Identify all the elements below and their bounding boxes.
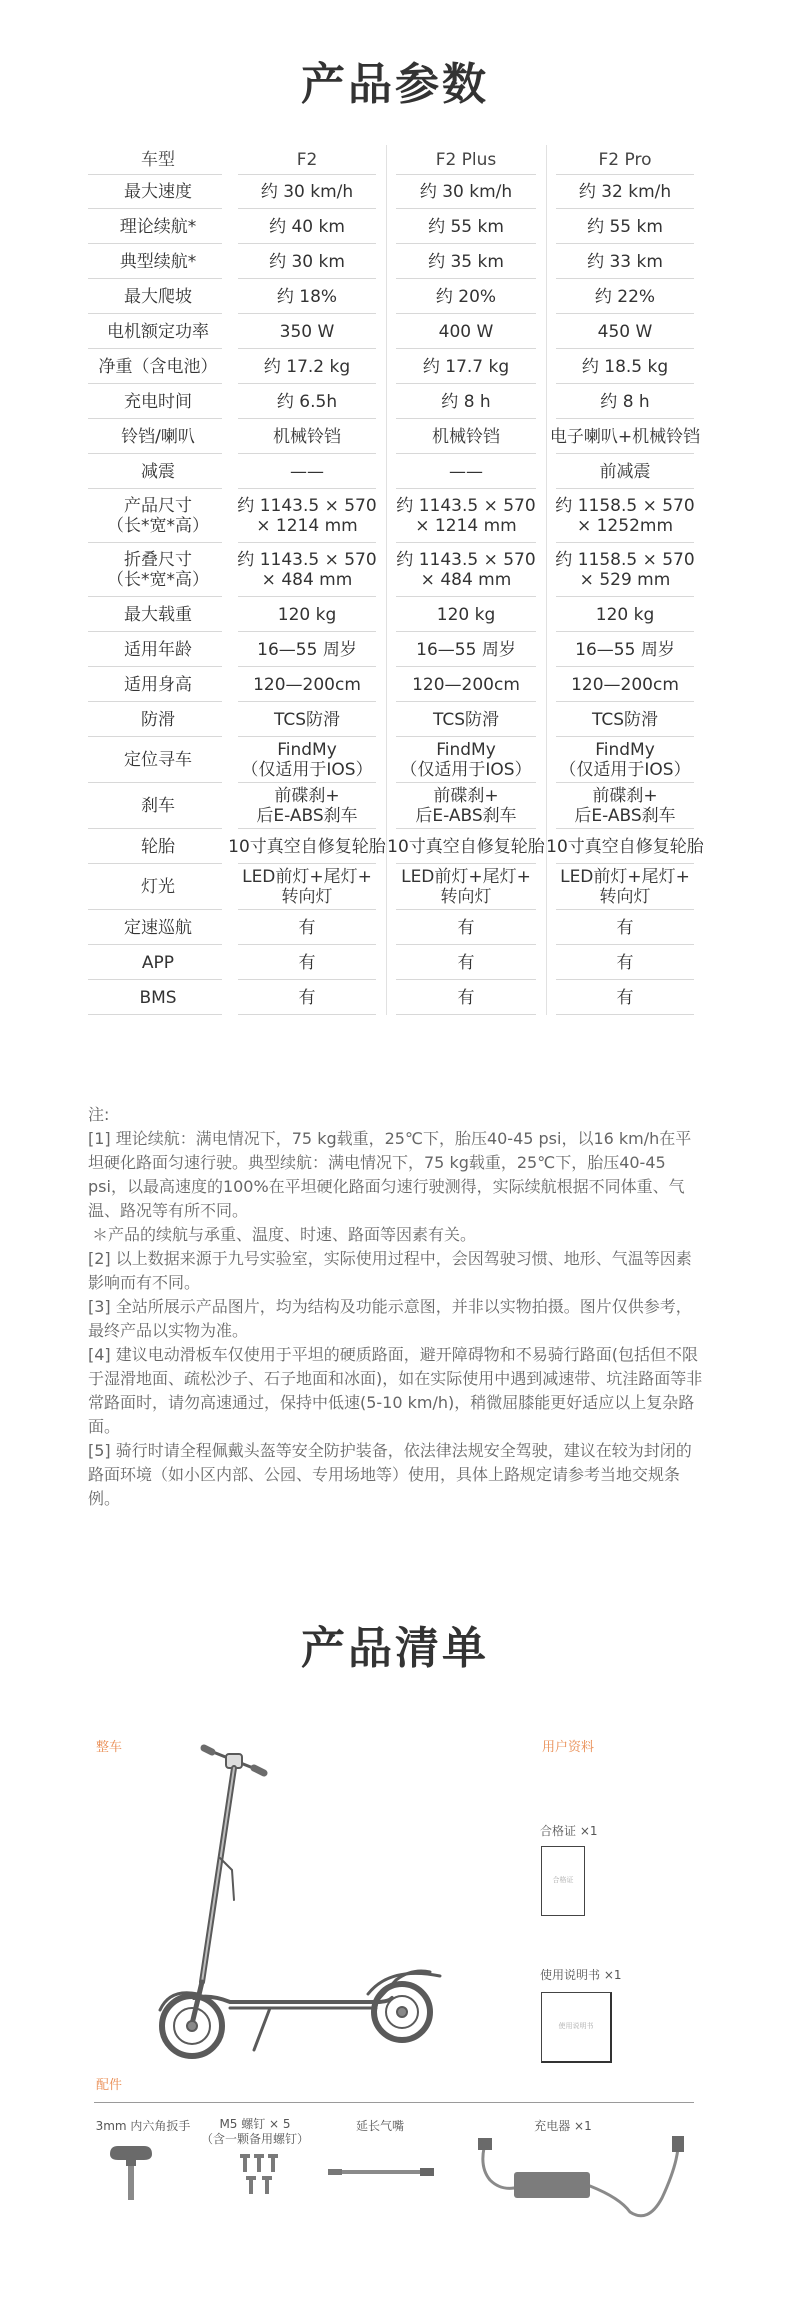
accessories-label: 配件: [96, 2078, 123, 2093]
spec-row-value: 约 18%: [228, 279, 386, 314]
note-heading: 注:: [88, 1105, 110, 1124]
spec-row: [88, 349, 704, 384]
spec-row-value: 有: [228, 980, 386, 1015]
spec-row-value: 约 30 km: [228, 244, 386, 279]
docs-label: 用户资料: [542, 1740, 595, 1755]
spec-row-value: 有: [228, 945, 386, 980]
spec-row-value: 有: [546, 910, 704, 945]
spec-row-label: 铃铛/喇叭: [88, 419, 228, 454]
spec-row-value: 120 kg: [228, 597, 386, 632]
spec-row-value: 约 55 km: [546, 209, 704, 244]
spec-row-value: 约 1143.5 × 570 × 484 mm: [386, 543, 546, 597]
spec-row-value: 前减震: [546, 454, 704, 489]
spec-row-label: 最大爬坡: [88, 279, 228, 314]
header-f2-plus: F2 Plus: [386, 145, 546, 175]
inventory-title: 产品清单: [301, 1623, 489, 1674]
wrench-label: 3mm 内六角扳手: [95, 2119, 191, 2133]
spec-row-value: 16—55 周岁: [546, 632, 704, 667]
spec-row-value: 约 30 km/h: [228, 175, 386, 209]
spec-row-value: 350 W: [228, 314, 386, 349]
spec-row: [88, 244, 704, 279]
spec-row-value: 120 kg: [386, 597, 546, 632]
spec-row-label: 净重（含电池）: [88, 349, 228, 384]
spec-row-value: 有: [228, 910, 386, 945]
spec-row: [88, 737, 704, 783]
spec-row-label: 减震: [88, 454, 228, 489]
screws-label: [200, 2117, 310, 2147]
extension-label: 延长气嘴: [355, 2119, 404, 2133]
spec-row: [88, 783, 704, 829]
spec-row-value: 约 8 h: [386, 384, 546, 419]
spec-row-value: 10寸真空自修复轮胎: [386, 829, 546, 864]
spec-row: [88, 702, 704, 737]
spec-row: [88, 209, 704, 244]
spec-row-label: 适用年龄: [88, 632, 228, 667]
certificate-cover-text: 合格证: [552, 1876, 574, 1884]
spec-row-value: 约 1158.5 × 570 × 529 mm: [546, 543, 704, 597]
spec-row-value: LED前灯+尾灯+ 转向灯: [228, 864, 386, 910]
spec-row-value: 机械铃铛: [386, 419, 546, 454]
spec-row: [88, 910, 704, 945]
spec-row-value: 约 17.7 kg: [386, 349, 546, 384]
spec-row-value: 10寸真空自修复轮胎: [228, 829, 386, 864]
spec-row: [88, 864, 704, 910]
spec-row-value: 400 W: [386, 314, 546, 349]
spec-row-label: 刹车: [88, 783, 228, 829]
spec-row-value: 前碟刹+ 后E-ABS刹车: [228, 783, 386, 829]
spec-row-value: ——: [228, 454, 386, 489]
note-star: ＊产品的续航与承重、温度、时速、路面等因素有关。: [92, 1225, 477, 1244]
spec-row-value: TCS防滑: [228, 702, 386, 737]
manual-label: 使用说明书 ×1: [540, 1968, 622, 1982]
notes: [88, 1103, 704, 1511]
spec-row-label: 防滑: [88, 702, 228, 737]
spec-row-value: 电子喇叭+机械铃铛: [546, 419, 704, 454]
manual-cover-text: 使用说明书: [558, 2022, 594, 2030]
spec-row-label: 最大速度: [88, 175, 228, 209]
spec-row-value: 有: [386, 945, 546, 980]
spec-row-value: 前碟刹+ 后E-ABS刹车: [546, 783, 704, 829]
spec-row-label: APP: [88, 945, 228, 980]
spec-row-label: 典型续航*: [88, 244, 228, 279]
note-1: [1] 理论续航：满电情况下，75 kg载重，25℃下，胎压40-45 psi，以16 km/h在平坦硬化路面匀速行驶。典型续航：满电情况下，75 kg载重，25℃下，胎压40-45 psi，以最高速度的100%在平坦硬化路面匀速行驶测得，实际续航根据不同体重、气温、路况等有所不同。: [88, 1129, 692, 1220]
spec-row-value: 约 22%: [546, 279, 704, 314]
spec-row-label: 理论续航*: [88, 209, 228, 244]
spec-row: [88, 384, 704, 419]
spec-row: [88, 597, 704, 632]
spec-row-value: 约 32 km/h: [546, 175, 704, 209]
spec-row-value: 120 kg: [546, 597, 704, 632]
spec-row: [88, 829, 704, 864]
spec-row-label: 充电时间: [88, 384, 228, 419]
spec-row-label: 轮胎: [88, 829, 228, 864]
note-2: [2] 以上数据来源于九号实验室，实际使用过程中，会因驾驶习惯、地形、气温等因素影响而有不同。: [88, 1249, 692, 1292]
spec-row-value: LED前灯+尾灯+ 转向灯: [546, 864, 704, 910]
spec-row-label: BMS: [88, 980, 228, 1015]
note-3: [3] 全站所展示产品图片，均为结构及功能示意图，并非以实物拍摄。图片仅供参考，最终产品以实物为准。: [88, 1297, 692, 1340]
scooter-illustration: [150, 1740, 450, 2080]
spec-row-value: 10寸真空自修复轮胎: [546, 829, 704, 864]
spec-row-label: 折叠尺寸 （长*宽*高）: [88, 543, 228, 597]
spec-table: [88, 145, 704, 1015]
spec-row-value: 约 30 km/h: [386, 175, 546, 209]
hex-wrench-icon: [106, 2140, 156, 2204]
spec-row-value: 约 17.2 kg: [228, 349, 386, 384]
vehicle-label: 整车: [96, 1740, 123, 1755]
certificate-label: 合格证 ×1: [540, 1824, 598, 1838]
spec-row: [88, 454, 704, 489]
spec-row-value: FindMy （仅适用于IOS）: [386, 737, 546, 783]
valve-extension-icon: [326, 2164, 436, 2180]
spec-row-value: 450 W: [546, 314, 704, 349]
spec-row-value: 约 40 km: [228, 209, 386, 244]
spec-row-value: TCS防滑: [546, 702, 704, 737]
spec-row-label: 电机额定功率: [88, 314, 228, 349]
manual-booklet: [541, 1992, 612, 2063]
spec-row-label: 产品尺寸 （长*宽*高）: [88, 489, 228, 543]
spec-row: [88, 314, 704, 349]
spec-row-value: 有: [386, 980, 546, 1015]
note-5: [5] 骑行时请全程佩戴头盔等安全防护装备，依法律法规安全驾驶，建议在较为封闭的路面环境（如小区内部、公园、专用场地等）使用，具体上路规定请参考当地交规条例。: [88, 1441, 692, 1508]
accessories-divider: [94, 2102, 694, 2103]
header-f2: F2: [228, 145, 386, 175]
spec-row-value: 有: [386, 910, 546, 945]
spec-row-value: 约 8 h: [546, 384, 704, 419]
spec-row-value: 120—200cm: [228, 667, 386, 702]
screws-icon: [236, 2152, 282, 2198]
certificate-card: [541, 1846, 585, 1916]
spec-row: [88, 945, 704, 980]
spec-row: [88, 667, 704, 702]
spec-row-value: FindMy （仅适用于IOS）: [228, 737, 386, 783]
spec-row: [88, 175, 704, 209]
spec-row-value: 约 6.5h: [228, 384, 386, 419]
spec-row-value: ——: [386, 454, 546, 489]
spec-row-label: 定位寻车: [88, 737, 228, 783]
spec-title: 产品参数: [301, 59, 489, 110]
spec-row-value: 16—55 周岁: [228, 632, 386, 667]
screws-label-line2: （含一颗备用螺钉）: [200, 2132, 309, 2146]
spec-row-value: 120—200cm: [386, 667, 546, 702]
header-model: 车型: [88, 145, 228, 175]
header-f2-pro: F2 Pro: [546, 145, 704, 175]
spec-row-value: 约 33 km: [546, 244, 704, 279]
spec-row-value: FindMy （仅适用于IOS）: [546, 737, 704, 783]
spec-row: [88, 279, 704, 314]
spec-row: [88, 489, 704, 543]
spec-row-value: 16—55 周岁: [386, 632, 546, 667]
screws-label-line1: M5 螺钉 × 5: [219, 2117, 291, 2131]
spec-row-value: 约 1143.5 × 570 × 1214 mm: [228, 489, 386, 543]
spec-row-label: 适用身高: [88, 667, 228, 702]
spec-row-value: 有: [546, 980, 704, 1015]
spec-row-value: 有: [546, 945, 704, 980]
spec-row-value: 机械铃铛: [228, 419, 386, 454]
spec-row: [88, 419, 704, 454]
charger-icon: [470, 2128, 700, 2218]
charger-label: 充电器 ×1: [534, 2119, 592, 2133]
spec-row-value: 前碟刹+ 后E-ABS刹车: [386, 783, 546, 829]
spec-row-value: LED前灯+尾灯+ 转向灯: [386, 864, 546, 910]
spec-row-value: 120—200cm: [546, 667, 704, 702]
spec-row: [88, 632, 704, 667]
spec-row-value: 约 35 km: [386, 244, 546, 279]
spec-row-value: 约 1143.5 × 570 × 484 mm: [228, 543, 386, 597]
spec-row-value: 约 1143.5 × 570 × 1214 mm: [386, 489, 546, 543]
spec-row: [88, 980, 704, 1015]
spec-row-label: 最大载重: [88, 597, 228, 632]
spec-header-row: [88, 145, 704, 175]
spec-row: [88, 543, 704, 597]
spec-row-value: 约 1158.5 × 570 × 1252mm: [546, 489, 704, 543]
spec-row-value: 约 55 km: [386, 209, 546, 244]
spec-row-label: 灯光: [88, 864, 228, 910]
spec-row-value: 约 20%: [386, 279, 546, 314]
spec-row-value: TCS防滑: [386, 702, 546, 737]
note-4: [4] 建议电动滑板车仅使用于平坦的硬质路面，避开障碍物和不易骑行路面(包括但不限于湿滑地面、疏松沙子、石子地面和冰面)，如在实际使用中遇到减速带、坑洼路面等非常路面时，请勿高速通过，保持中低速(5-10 km/h)，稍微屈膝能更好适应以上复杂路面。: [88, 1345, 703, 1436]
spec-row-value: 约 18.5 kg: [546, 349, 704, 384]
spec-row-label: 定速巡航: [88, 910, 228, 945]
